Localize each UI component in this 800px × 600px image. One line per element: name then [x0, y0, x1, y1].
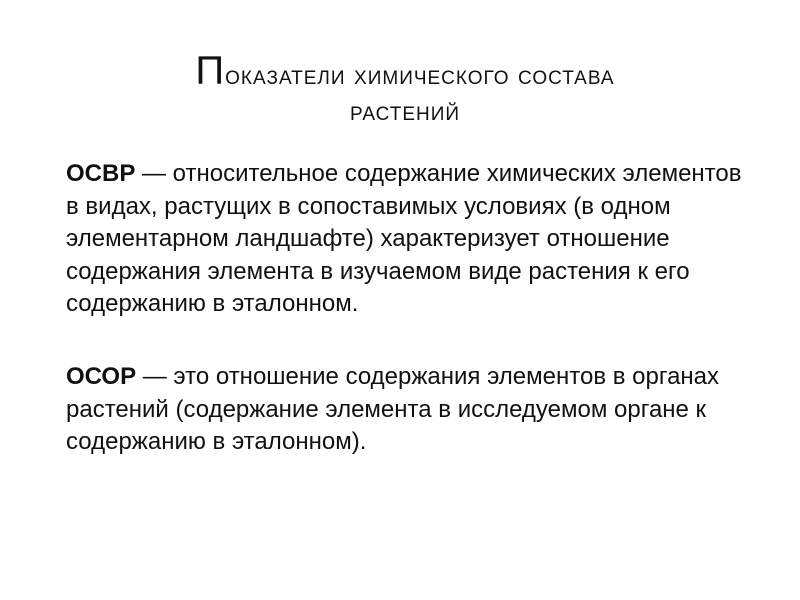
paragraph-osvr: [66, 158, 756, 321]
title-first-letter: П: [195, 49, 226, 93]
title-line-1: [60, 48, 750, 94]
title-line-1-rest: оказатели химического состава: [225, 60, 615, 90]
slide-body: [66, 158, 756, 459]
paragraph-osor: [66, 361, 756, 459]
slide-title: [60, 48, 750, 127]
definition-osvr: — относительное содержание химических элементов в видах, растущих в сопоставимых условиях (в одном элементарном ландшафте) характеризует отношение содержания элемента в изучаемом виде растения к его содержанию в эталонном.: [66, 160, 742, 318]
title-line-2: растений: [349, 96, 461, 126]
term-osor: ОСОР: [66, 362, 137, 390]
definition-osor: — это отношение содержания элементов в органах растений (содержание элемента в исследуемом органе к содержанию в эталонном).: [66, 362, 720, 456]
term-osvr: ОСВР: [66, 160, 136, 187]
